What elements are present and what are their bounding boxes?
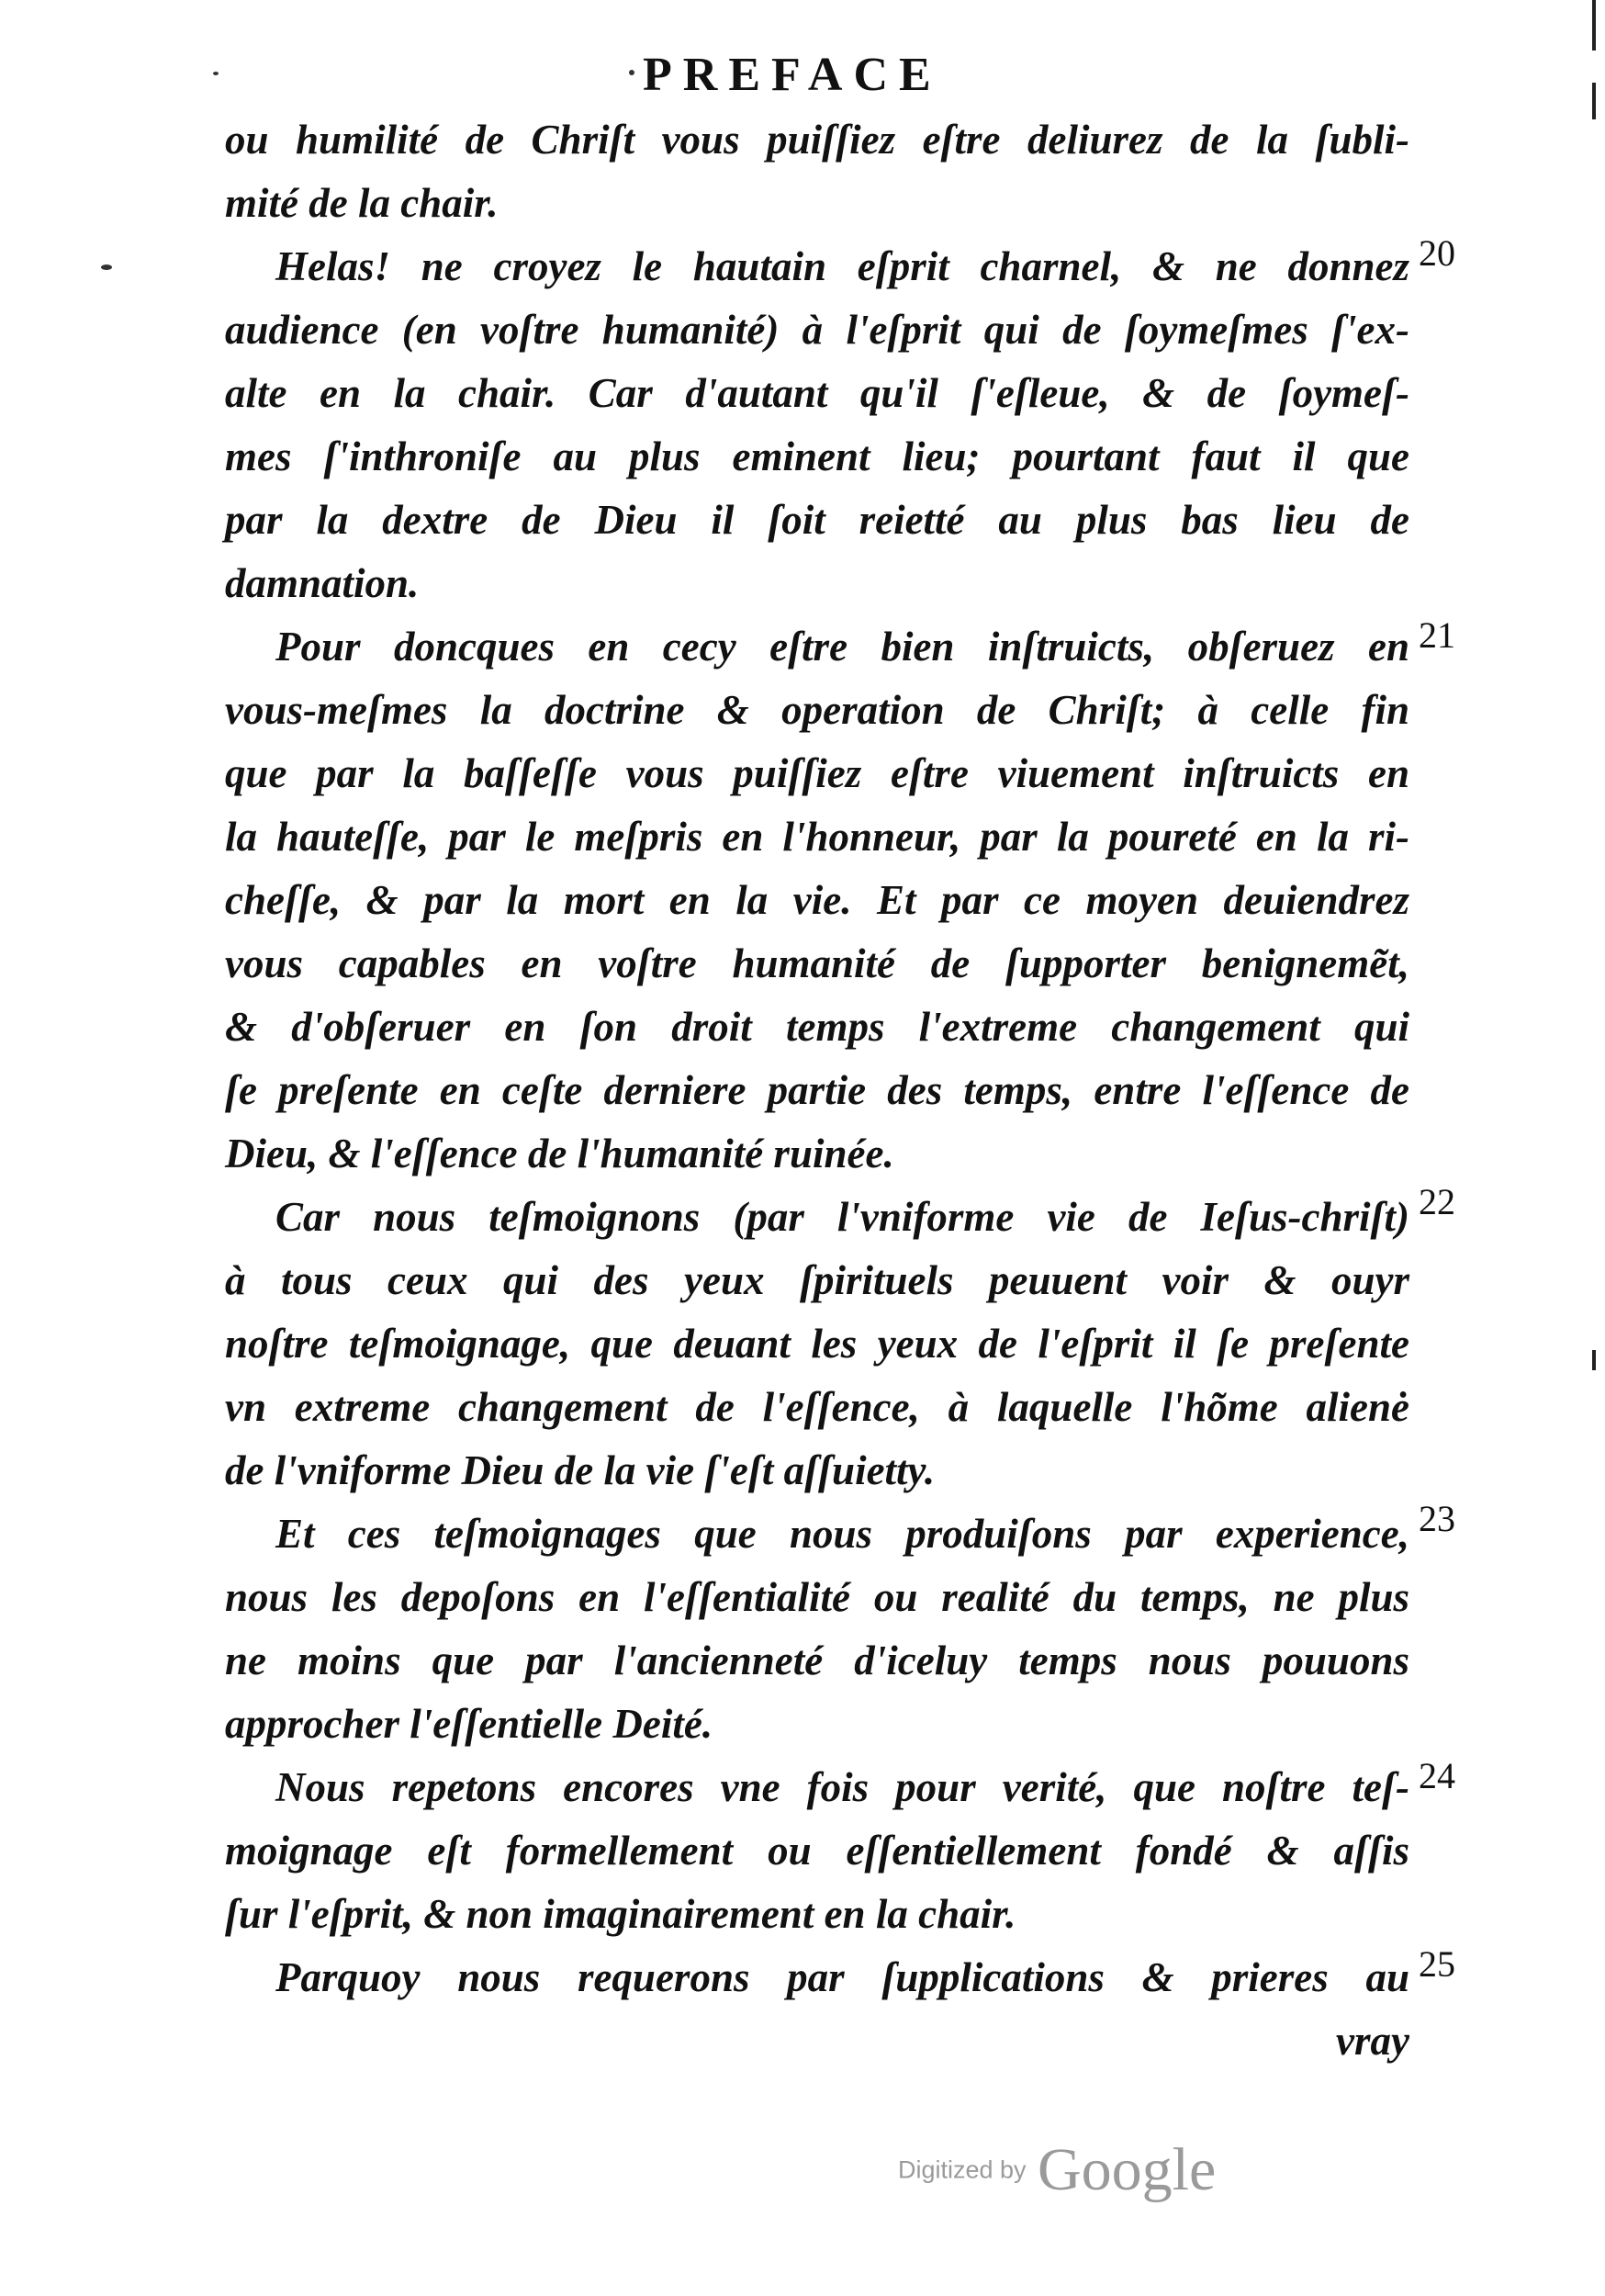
ink-speck [101,264,112,270]
text-line: Et ces teſmoignages que nous produiſons par experience, [275,1511,1409,1557]
text-line: Nous repetons encores vne fois pour verité, que noſtre teſ- [275,1764,1409,1810]
text-line: & d'obſeruer en ſon droit temps l'extreme changement qui [225,1004,1409,1050]
text-line: ſe preſente en ceſte derniere partie des temps, entre l'eſſence de [225,1067,1409,1113]
text-line: Car nous teſmoignons (par l'vniforme vie de Ieſus-chriſt) [275,1194,1409,1240]
running-title: PREFACE [643,49,942,101]
body-text [225,108,1409,2073]
page-edge-mark [1592,83,1596,119]
text-line: cheſſe, & par la mort en la vie. Et par ce moyen deuiendrez [225,877,1409,923]
text-line: à tous ceux qui des yeux ſpirituels peuuent voir & ouyr [225,1257,1409,1303]
verse-number: 21 [1419,614,1455,656]
verse-number: 22 [1419,1181,1455,1222]
google-logo: Google [1038,2136,1217,2203]
text-line: de l'vniforme Dieu de la vie ſ'eſt aſſuietty. [225,1447,936,1493]
text-line: damnation. [225,560,420,606]
text-line: Helas! ne croyez le hautain eſprit charnel, & ne donnez [275,243,1409,289]
text-line: Parquoy nous requerons par ſupplications & prieres au [275,1954,1409,2000]
text-line: mes ſ'inthroniſe au plus eminent lieu; pourtant faut il que [225,433,1409,479]
text-line: par la dextre de Dieu il ſoit reietté au plus bas lieu de [225,497,1409,543]
verse-number: 20 [1419,232,1455,274]
text-line: noſtre teſmoignage, que deuant les yeux de l'eſprit il ſe preſente [225,1321,1409,1367]
page-edge-mark [1592,0,1596,51]
digitized-watermark [898,2135,1216,2205]
text-line: vn extreme changement de l'eſſence, à laquelle l'hõme alienė [225,1384,1409,1430]
text-line: ne moins que par l'ancienneté d'iceluy temps nous pouuons [225,1638,1409,1683]
text-line: alte en la chair. Car d'autant qu'il ſ'eſleue, & de ſoymeſ- [225,370,1409,416]
verse-number: 23 [1419,1498,1455,1539]
digitized-by-label: Digitized by [898,2155,1027,2184]
text-line: vous-meſmes la doctrine & operation de Chriſt; à celle fin [225,687,1409,733]
text-line: approcher l'eſſentielle Deité. [225,1701,713,1747]
text-line: ou humilité de Chriſt vous puiſſiez eſtre deliurez de la ſubli- [225,117,1409,163]
text-line: audience (en voſtre humanité) à l'eſprit qui de ſoymeſmes ſ'ex- [225,307,1409,353]
catchword: vray [1336,2018,1409,2064]
text-line: la hauteſſe, par le meſpris en l'honneur, par la poureté en la ri- [225,814,1409,860]
text-line: que par la baſſeſſe vous puiſſiez eſtre viuement inſtruicts en [225,750,1409,796]
text-line: mité de la chair. [225,180,499,226]
text-line: Pour doncques en cecy eſtre bien inſtruicts, obſeruez en [275,624,1409,670]
text-line: nous les depoſons en l'eſſentialité ou realité du temps, ne plus [225,1574,1409,1620]
text-line: Dieu, & l'eſſence de l'humanité ruinée. [225,1131,894,1176]
verse-number: 24 [1419,1755,1455,1796]
ink-speck [629,70,634,75]
ink-speck [213,72,219,75]
text-line: vous capables en voſtre humanité de ſupporter benignemẽt, [225,940,1409,986]
text-line: moignage eſt formellement ou eſſentiellement fondé & aſſis [225,1828,1409,1874]
page-edge-mark [1592,1350,1596,1370]
verse-number: 25 [1419,1943,1455,1985]
text-line: ſur l'eſprit, & non imaginairement en la chair. [225,1891,1016,1937]
